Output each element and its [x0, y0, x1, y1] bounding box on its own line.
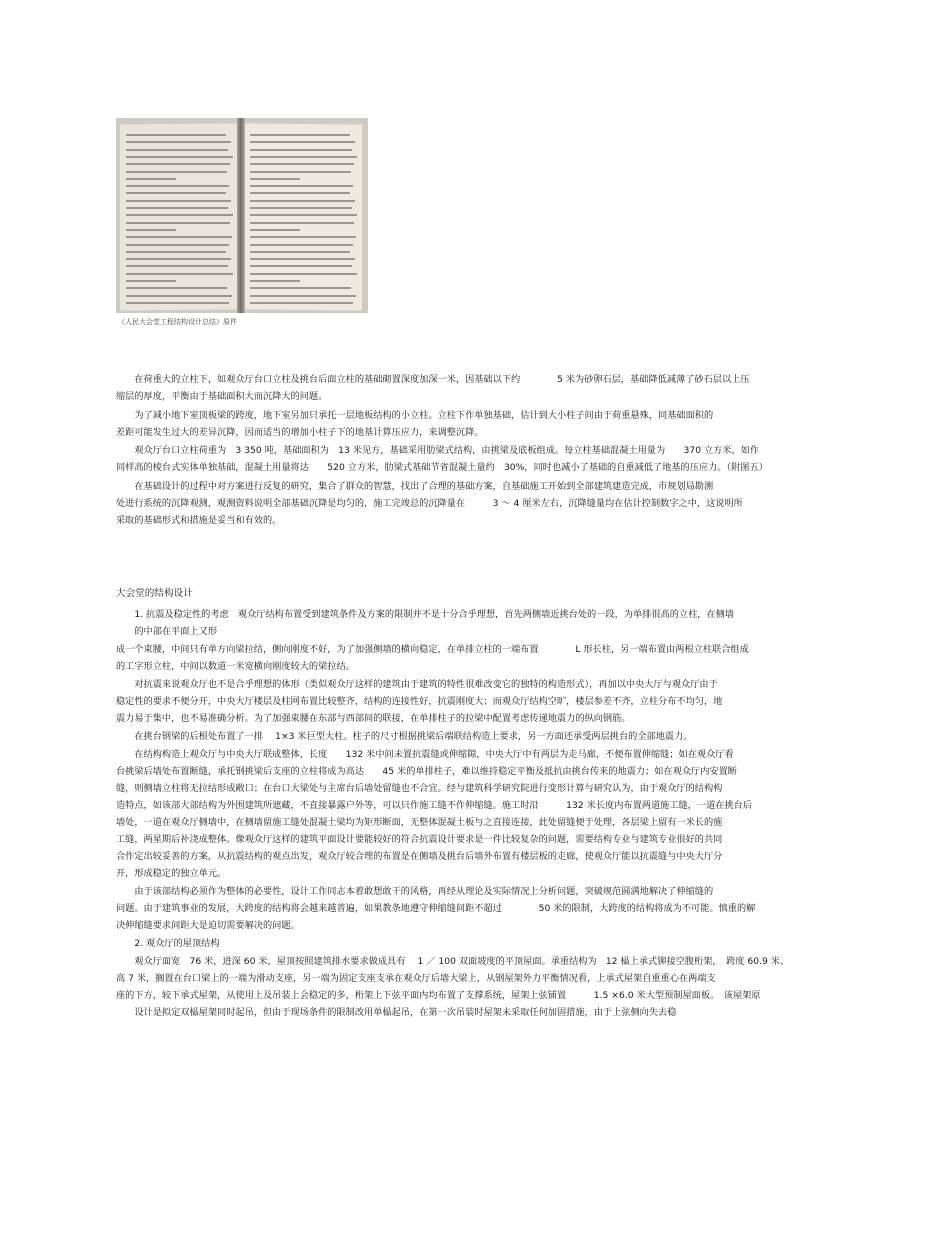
book-text-line [126, 244, 229, 246]
section-heading: 大会堂的结构设计 [116, 588, 193, 599]
paragraph [116, 746, 856, 882]
text-line: 造特点，如该部大部结构为外围建筑所遮藏，不直接暴露户外等，可以只作施工缝不作伸缩缝。施工时沿 132 米长度内布置两道施工缝，一道在挑台后 [116, 800, 753, 811]
text-line: 成一个束腰，中间只有单方向梁拉结，侧向刚度不好，为了加强侧墙的横向稳定，在单排立柱的一端布置 L 形长柱，另一端布置由两根立柱联合组成 [116, 644, 749, 655]
book-text-line [126, 185, 229, 187]
text-line: 震力易于集中，也不易准确分析。为了加强束腰在东部与西部间的联接，在单排柱子的拉梁中配置考虑传递地震力的纵向钢筋。 [116, 713, 631, 724]
book-text-line [126, 222, 230, 224]
text-line: 为了减小地下室顶板梁的跨度，地下室另加只承托一层地板结构的小立柱。立柱下作单独基础，估计到大小柱子间由于荷重悬殊，同基础面积的 [116, 409, 714, 421]
text-line: 台挑梁后墙处布置断缝，承托钢挑梁后支座的立柱将成为高达 45 米的单排柱子，难以维持稳定平衡及抵抗由挑台传来的地震力；如在观众厅内安置断 [116, 766, 737, 777]
paragraph [116, 728, 856, 745]
book-text-line [250, 295, 356, 297]
book-text-line [250, 192, 350, 194]
paragraph [116, 371, 856, 405]
paragraph [116, 641, 856, 675]
text-line: 的中部在平面上又形 [116, 626, 218, 637]
book-text-line [126, 295, 232, 297]
text-line: 座的下方，较下承式屋架，从使用上及吊装上会稳定的多，桁架上下弦平面内均布置了支撑系统，屋架上弦铺置 1.5 ×6.0 米大型预制屋面板。 该屋架原 [116, 990, 761, 1001]
book-text-line [250, 229, 300, 231]
book-text-line [250, 265, 352, 267]
paragraph [116, 606, 856, 640]
book-text-line [250, 156, 357, 158]
book-photo [116, 118, 368, 313]
text-line: 2. 观众厅的屋顶结构 [116, 938, 220, 949]
book-text-line [250, 280, 300, 282]
book-spine [237, 118, 245, 313]
book-text-line [126, 273, 233, 275]
book-text-line [250, 185, 353, 187]
paragraph [116, 953, 856, 1021]
book-text-line [250, 273, 357, 275]
text-line: 开，形成稳定的独立单元。 [116, 868, 227, 879]
text-line: 对抗震来说观众厅也不是合乎理想的体形（类似观众厅这样的建筑由于建筑的特性很难改变它的独特的构造形式），再加以中央大厅与观众厅由于 [116, 679, 718, 690]
text-line: 工缝，两星期后补浇成整体。像观众厅这样的建筑平面设计要能较好的符合抗震设计要求是一件比较复杂的问题，需要结构专业与建筑专业很好的共同 [116, 834, 723, 845]
text-line: 墙处，一道在观众厅侧墙中，在侧墙留施工缝处混凝土梁均为矩形断面，无整体混凝土板与之直接连接，此处留缝便于处理，各层梁上留有一米长的施 [116, 817, 723, 828]
text-line: 缝，则侧墙立柱将无拉结形成敞口；在台口大梁处与主席台后墙处留缝也不合宜。经与建筑科学研究院进行变形计算与研究认为，由于观众厅的结构构 [116, 783, 723, 794]
book-text-line [126, 163, 230, 165]
book-text-line [126, 214, 233, 216]
book-text-line [126, 251, 226, 253]
book-left-page [120, 123, 238, 310]
book-text-line [126, 258, 231, 260]
text-line: 在结构构造上观众厅与中央大厅联成整体，长度 132 米中间未置抗震缝或伸缩隙，中央大厅中有两层为走马廊，不便布置伸缩缝；如在观众厅看 [116, 749, 734, 760]
text-line: 合作定出较妥善的方案，从抗震结构的观点出发，观众厅较合理的布置是在侧墙及挑台后墙外布置有楼层板的走廊，使观众厅能以抗震缝与中央大厅分 [116, 851, 723, 862]
book-text-line [126, 192, 226, 194]
book-text-line [250, 149, 352, 151]
paragraph [116, 442, 856, 476]
book-text-line [250, 244, 353, 246]
book-text-line [126, 156, 233, 158]
book-text-line [250, 178, 300, 180]
book-text-line [250, 236, 356, 238]
book-text-line [126, 200, 231, 202]
book-text-line [250, 251, 350, 253]
text-line: 采取的基础形式和措施是妥当和有效的。 [116, 514, 282, 526]
book-text-line [126, 171, 227, 173]
book-text-line [126, 134, 226, 136]
text-line: 差距可能发生过大的差异沉降，因而适当的增加小柱子下的地基计算压应力，来调整沉降。 [116, 426, 484, 438]
text-line: 同样高的棱台式实体单独基础，混凝土用量将达 520 立方米，肋梁式基础节省混凝土量约 30%，同时也减小了基础的自重减低了地基的压应力。（附图五） [116, 462, 768, 473]
figure-caption: 《人民大会堂工程结构设计总结》原件 [118, 318, 237, 326]
book-text-line [250, 258, 355, 260]
text-line: 处进行系统的沉降观测，观测资料说明全部基础沉降是均匀的，施工完竣总的沉降量在 3 ～ 4 厘米左右，沉降缝量均在估计控制数字之中，这说明所 [116, 497, 743, 509]
text-line: 高 7 米，搁置在台口梁上的一端为滑动支座，另一端为固定支座支承在观众厅后墙大梁上，从钢屋架外力平衡情况看，上承式屋架自重重心在两端支 [116, 973, 716, 984]
book-text-line [126, 265, 228, 267]
text-line: 1. 抗震及稳定性的考虑 观众厅结构布置受到建筑条件及方案的限制并不是十分合乎理想，首先两侧墙近挑台处的一段，为单排很高的立柱，在侧墙 [116, 609, 735, 620]
text-line: 观众厅台口立柱荷重为 3 350 吨，基础面积为 13 米见方，基础采用肋梁式结构，由挑梁及底板组成。每立柱基础混凝土用量为 370 立方米，如作 [116, 445, 760, 456]
text-line: 设计是拟定双榀屋架同时起吊，但由于现场条件的限制改用单榀起吊，在第一次吊装时屋架未采取任何加固措施，由于上弦侧向失去稳 [116, 1007, 677, 1018]
text-line: 缩层的厚度，平衡由于基础面积大而沉降大的问题。 [116, 391, 328, 402]
book-text-line [250, 222, 354, 224]
text-line: 在荷重大的立柱下，如观众厅台口立柱及挑台后面立柱的基础砌置深度加深一米，因基础以下约 5 米为砂卵石层，基础降低减薄了砂石层以上压 [116, 374, 750, 385]
paragraph [116, 407, 856, 441]
book-text-line [250, 141, 355, 143]
book-text-line [126, 207, 228, 209]
text-line: 的工字形立柱，中间以数道一米宽横向刚度较大的梁拉结。 [116, 661, 355, 672]
text-line: 决伸缩缝要求间距大是迫切需要解决的问题。 [116, 920, 300, 931]
text-line: 观众厅面宽 76 米，进深 60 米，屋顶按照建筑排水要求做成具有 1 ／ 100 双面坡度的平顶屋面。承重结构为 12 榀上承式铆接空腹桁架， 跨度 60.9 米、 [116, 956, 790, 967]
text-line: 在挑台钢梁的后根处布置了一排 1×3 米巨型大柱。柱子的尺寸根据挑梁后端联结构造上要求，另一方面还承受两层挑台的全部地震力。 [116, 731, 693, 742]
text-line: 由于该部结构必须作为整体的必要性，设计工作同志本着敢想敢干的风格，再经从理论及实际情况上分析问题，突破规范圆满地解决了伸缩缝的 [116, 886, 714, 897]
book-text-line [250, 134, 350, 136]
book-text-line [250, 171, 351, 173]
book-text-line [250, 200, 355, 202]
text-line: 在基础设计的过程中对方案进行反复的研究，集合了群众的智慧，找出了合理的基础方案，自基础施工开始到全部建筑建造完成，市规划局勘测 [116, 480, 714, 492]
book-text-line [250, 287, 351, 289]
paragraph [116, 883, 856, 934]
book-text-line [126, 236, 232, 238]
book-text-line [126, 178, 176, 180]
book-text-line [126, 229, 176, 231]
paragraph [116, 935, 856, 952]
book-text-line [126, 287, 227, 289]
book-text-line [126, 141, 231, 143]
book-text-line [250, 163, 354, 165]
book-text-line [126, 280, 176, 282]
book-text-line [250, 207, 352, 209]
paragraph [116, 676, 856, 727]
book-text-line [250, 214, 357, 216]
book-text-line [250, 302, 353, 304]
book-text-line [126, 149, 228, 151]
book-right-page [244, 123, 362, 310]
book-text-line [126, 302, 229, 304]
paragraph [116, 478, 856, 529]
text-line: 问题。由于建筑事业的发展，大跨度的结构将会越来越普遍，如果教条地遵守伸缩缝间距不超过 50 米的限制，大跨度的结构将成为不可能。慎重的解 [116, 903, 756, 914]
text-line: 稳定性的要求不便分开，中央大厅楼层及柱网布置比较整齐，结构的连接性好，抗震刚度大；而观众厅结构空旷，楼层参差不齐，立柱分布不均匀，地 [116, 696, 723, 707]
